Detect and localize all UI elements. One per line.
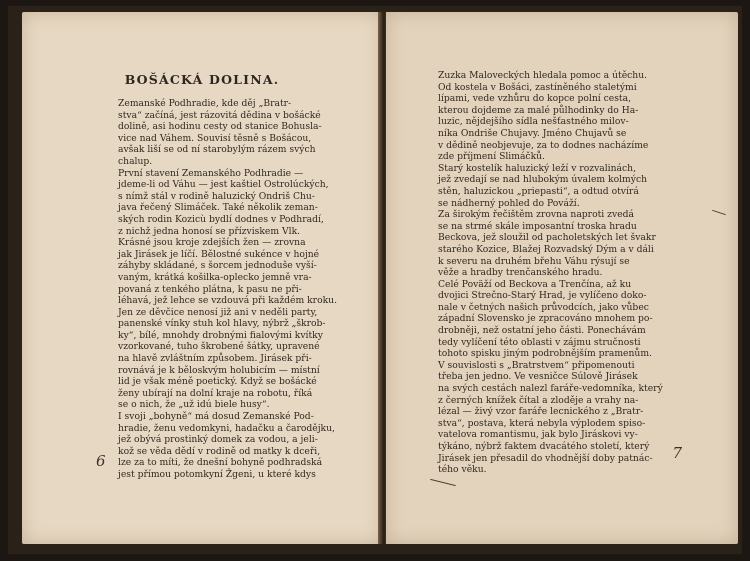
right-page-text: Zuzka Maloveckých hledala pomoc a útěchu. Od kostela v Bošáci, zastíněného staletými lípami, vede vzhůru do kopce polní cesta, kterou dojdeme za malé půlhodinky do Ha- luzic, nějdejšího sídla nešťastného milov- níka Ondriše Chujavy. Jméno Chujavů se v dědině neobjevuje, za to dodnes nacházíme zde příjmení Slimáčků. Starý kostelík haluzický leží v rozvalinách, jež zvedají se nad hlubokým úvalem kolmých stěn, haluzickou „priepasti“, a odtud otvírá se nádherný pohled do Pováží. Za širokým řečištěm zrovna naproti zvedá se na strmé skále imposantní troska hradu Beckova, jež sloužil od pacholetských let švakr starého Kozice, Blažej Rozvadský Dým a v dáli k severu na druhém břehu Váhu rýsují se věže a hradby trenčanského hradu. Celé Poväží od Beckova a Trenčína, až ku dvojici Strečno-Starý Hrad, je vylíčeno doko- nale v četných našich průvodcích, jako vůbec západní Slovensko je zpracováno mnohem po- drobněji, než ostatní jeho části. Ponechávám tedy vylíčení této oblasti v zájmu stručnosti tohoto spisku jiným podrobnějším pramenům. V souvislosti s „Bratrstvem“ připomenouti třeba jen jedno. Ve vesničce Súlově Jirásek na svých cestách nalezl faráře-vedomníka, který z černých knížek čítal a zloděje a vrahy na- lézal — živý vzor faráře lecnického z „Bratr- stva“, postava, která nebyla výplodem spiso- vatelova romantismu, jak bylo Jiráskovi vy- týkáno, nýbrž faktem dvacátého století, který Jirásek jen přesadil do vhodnější doby patnác- tého věku. (438, 70, 663, 476)
right-page (386, 12, 738, 544)
left-page-text: Zemanské Podhradie, kde děj „Bratr- stva“ začíná, jest rázovitá dědina v bošácké dolině, asi hodinu cesty od stanice Bohusla- vice nad Váhem. Souvisí těsně s Bošácou, avšak liší se od ní starobylým rázem svých chalup. První stavení Zemanského Podhradie — jdeme-li od Váhu — jest kaštiel Ostrolúckých, s nímž stál v rodině haluzický Ondriš Chu- java řečený Slimáček. Také několik zeman- ských rodin Kozicù bydlí dodnes v Podhradí, z nichž jedna honosí se přízviskem Vlk. Krásné jsou kroje zdejších žen — zrovna jak Jirásek je líčí. Bělostné sukénce v hojné záhyby skládané, s šorcem jednoduše vyší- vaným, krátká košilka-oplecko jemně vra- povaná z tenkého plátna, k pasu ne při- léhavá, jež lehce se vzdouvá při každém kroku. Jen ze děvčice nenosí již ani v neděli party, panenské vínky stuh kol hlavy, nýbrž „škrob- ky“, bílé, mnohdy drobnými fialovými kvítky vzorkované, tuho škrobené šátky, upravené na hlavě zvláštním způsobem. Jirásek při- rovnává je k běloskvým holubicím — místní lid je však méně poetický. Když se bošácké ženy ubírají na dolní kraje na robotu, říká se o nich, že „už idú biele husy“. I svoji „bohyně“ má dosud Zemanské Pod- hradie, ženu vedomkyni, hadačku a čarodějku, jež obývá prostinký domek za vodou, a jeli- kož se věda dědí v rodině od matky k dceři, lze za to míti, že dnešní bohyně podhradská jest přímou potomkyní Žgeni, u které kdys (118, 98, 338, 480)
right-page-number: 7 (672, 444, 682, 462)
margin-mark (712, 210, 726, 215)
book-spread (8, 6, 742, 554)
left-page (22, 12, 382, 544)
chapter-title: BOŠÁCKÁ DOLINA. (124, 72, 280, 87)
left-page-number: 6 (96, 452, 106, 470)
